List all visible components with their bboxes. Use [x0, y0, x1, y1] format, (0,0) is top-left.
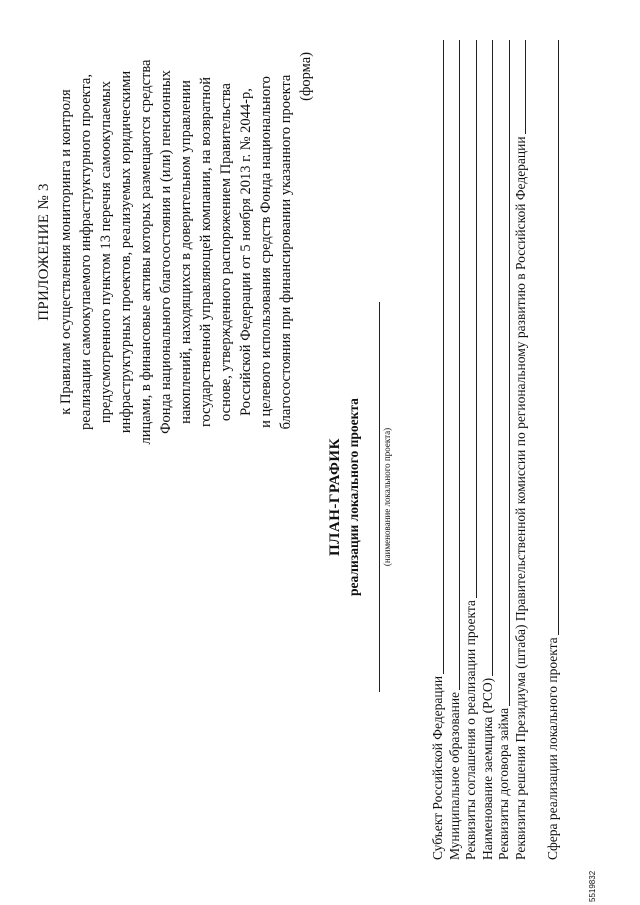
field-municipality — [447, 40, 464, 860]
field-label: Субъект Российской Федерации — [430, 675, 445, 860]
form-fields — [430, 40, 562, 860]
field-label: Сфера реализации локального проекта — [545, 637, 560, 860]
form-label: (форма) — [298, 52, 314, 101]
appendix-line: Российской Федерации от 5 ноября 2013 г. № 2044-р, — [238, 88, 254, 416]
appendix-line: благосостояния при финансировании указанного проекта — [278, 74, 294, 430]
document-sheet — [20, 22, 620, 902]
field-borrower — [480, 40, 497, 860]
appendix-line: к Правилам осуществления мониторинга и контроля — [58, 89, 74, 415]
fill-line — [476, 40, 477, 598]
fill-line — [558, 40, 559, 635]
appendix-header — [34, 52, 316, 452]
appendix-line: инфраструктурных проектов, реализуемых юридическими — [118, 70, 134, 434]
appendix-line: реализации самоокупаемого инфраструктурного проекта, — [78, 74, 94, 430]
field-subject — [430, 40, 447, 860]
project-name-line — [379, 302, 380, 692]
fill-line — [459, 40, 460, 690]
appendix-line: Фонда национального благосостояния и (или) пенсионных — [158, 70, 174, 434]
appendix-line: и целевого использования средств Фонда национального — [258, 76, 274, 428]
plan-title: ПЛАН-ГРАФИК — [327, 438, 343, 556]
appendix-line: накоплений, находящихся в доверительном управлении — [178, 80, 194, 424]
plan-subtitle: реализации локального проекта — [346, 398, 361, 596]
field-decision — [513, 40, 530, 860]
fill-line — [509, 40, 510, 706]
fill-line — [443, 40, 444, 674]
appendix-title: ПРИЛОЖЕНИЕ № 3 — [36, 183, 52, 321]
appendix-line: основе, утвержденного распоряжением Правительства — [218, 83, 234, 421]
field-label: Реквизиты соглашения о реализации проекта — [463, 600, 478, 860]
plan-header — [325, 262, 393, 732]
field-loan-contract — [496, 40, 513, 860]
field-label: Реквизиты договора займа — [496, 707, 511, 860]
field-label: Реквизиты решения Президиума (штаба) Правительственной комиссии по региональному развитию в Российской Федерации — [512, 136, 528, 860]
document-number: 5519832 — [588, 870, 597, 902]
field-sphere — [545, 40, 562, 860]
field-agreement — [463, 40, 480, 860]
field-label: Наименование заемщика (РСО) — [479, 677, 495, 860]
project-name-caption: (наименование локального проекта) — [382, 427, 392, 567]
appendix-line: лицами, в финансовые активы которых размещаются средства — [138, 59, 154, 445]
field-label: Муниципальное образование — [446, 691, 462, 860]
fill-line — [492, 40, 493, 676]
appendix-line: государственной управляющей компании, на возвратной — [198, 76, 214, 428]
appendix-line: предусмотренного пунктом 13 перечня самоокупаемых — [98, 80, 114, 424]
fill-line — [525, 40, 526, 134]
